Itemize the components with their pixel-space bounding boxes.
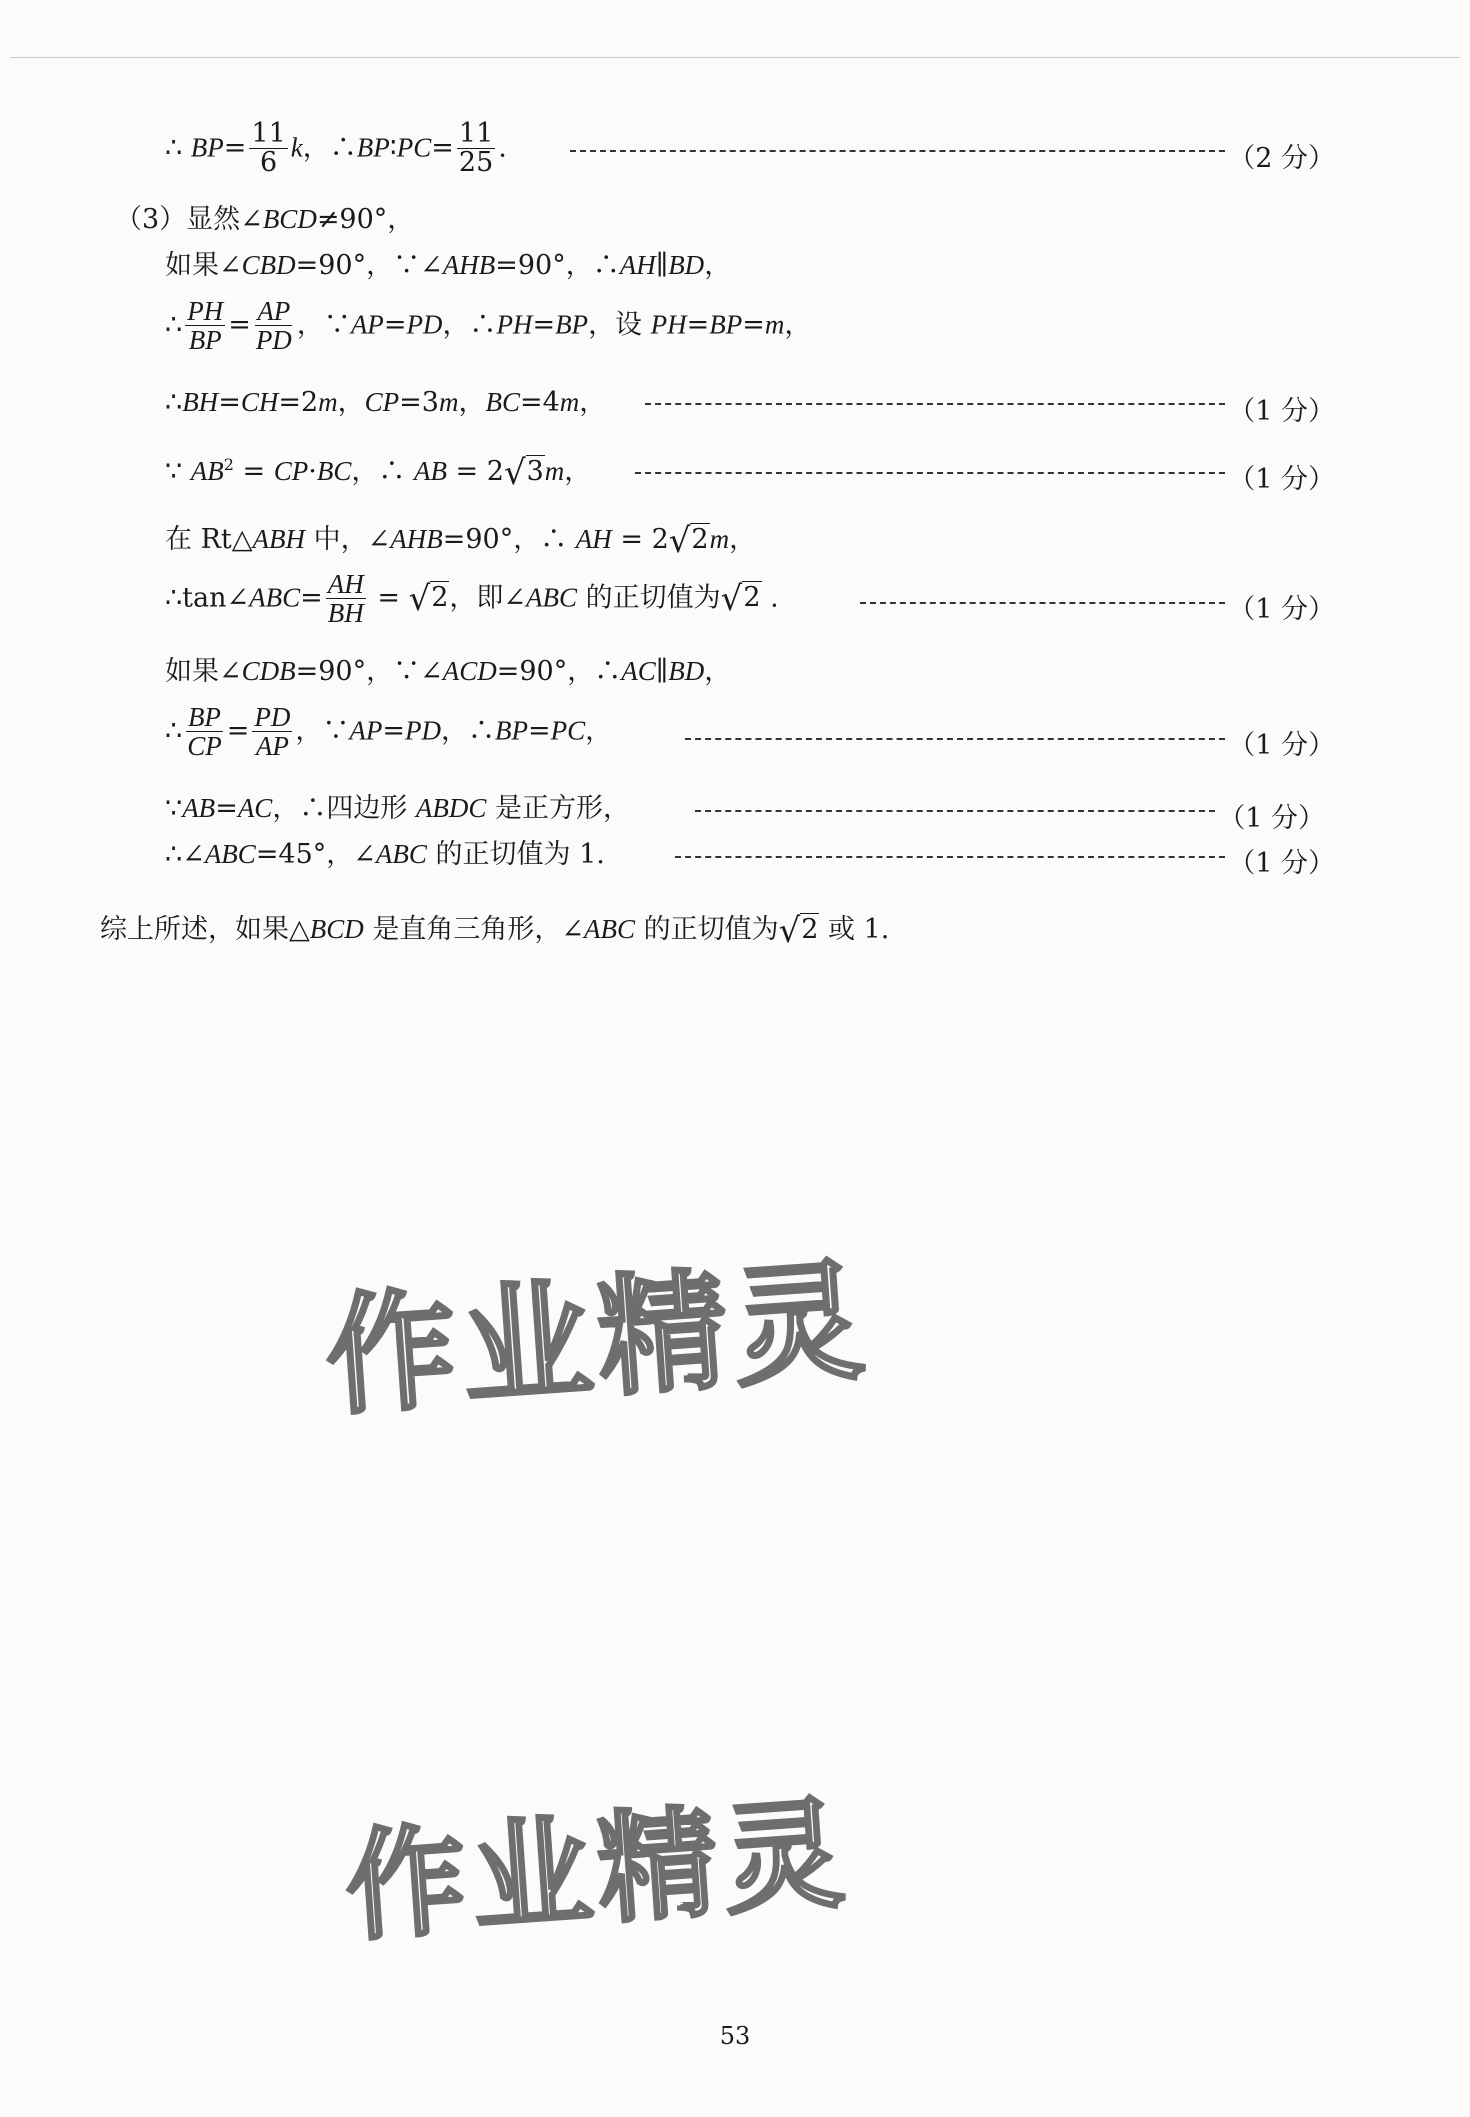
dash-leader bbox=[860, 602, 1225, 604]
line-3: 如果∠CBD=90°，∵∠AHB=90°，∴AH∥BD， bbox=[165, 250, 732, 281]
line-2: （3）显然∠BCD≠90°， bbox=[115, 204, 415, 235]
line-1: ∴ BP= $\frac{11}{6}$ k，∴BP∶PC= $\frac{11}{25}$ . bbox=[165, 118, 507, 179]
top-rule bbox=[10, 57, 1460, 58]
fraction: $\frac{PH}{BP}$ bbox=[187, 296, 224, 356]
dash-leader bbox=[695, 810, 1215, 812]
score-6: （1 分） bbox=[1228, 464, 1335, 495]
fraction: $\frac{AH}{BH}$ bbox=[327, 569, 364, 629]
score-10: （1 分） bbox=[1228, 730, 1335, 761]
sqrt: √2 bbox=[778, 911, 819, 951]
line-4: ∴ $\frac{PH}{BP}$ = $\frac{AP}{PD}$ ，∵AP=PD，∴PH=BP，设 PH=BP=m， bbox=[165, 296, 812, 356]
line-11: ∵AB=AC，∴四边形 ABDC 是正方形， bbox=[165, 793, 631, 824]
sqrt: √2 bbox=[668, 521, 709, 561]
watermark: 作业精灵 bbox=[321, 1244, 875, 1434]
fraction: $\frac{11}{6}$ bbox=[251, 118, 286, 179]
score-1: （2 分） bbox=[1228, 143, 1335, 174]
score-5: （1 分） bbox=[1228, 396, 1335, 427]
fraction: $\frac{11}{25}$ bbox=[458, 118, 494, 179]
sqrt: √3 bbox=[503, 453, 544, 493]
line-5: ∴BH=CH=2m，CP=3m，BC=4m， bbox=[165, 387, 607, 418]
line-6: ∵ $AB^2 = CP\cdot BC$，∴ AB = 2√3m， bbox=[165, 453, 592, 493]
line-7: 在 Rt△ABH 中，∠AHB=90°，∴ AH = 2√2m， bbox=[165, 521, 757, 561]
watermark: 作业精灵 bbox=[341, 1784, 854, 1959]
fraction: $\frac{PD}{AP}$ bbox=[254, 702, 291, 762]
line-12: ∴∠ABC=45°，∠ABC 的正切值为 1. bbox=[165, 839, 605, 870]
line-13-summary: 综上所述，如果△BCD 是直角三角形，∠ABC 的正切值为√2 或 1. bbox=[100, 911, 890, 951]
line-10: ∴ $\frac{BP}{CP}$ = $\frac{PD}{AP}$ ，∵AP=PD，∴BP=PC， bbox=[165, 702, 613, 762]
fraction: $\frac{BP}{CP}$ bbox=[187, 702, 222, 762]
score-12: （1 分） bbox=[1228, 848, 1335, 879]
sqrt: √2 bbox=[720, 579, 761, 620]
dash-leader bbox=[675, 856, 1225, 858]
line-8: ∴tan∠ABC= $\frac{AH}{BH}$ = √2，即∠ABC 的正切值为√2 . bbox=[165, 569, 779, 629]
dash-leader bbox=[645, 403, 1225, 405]
score-8: （1 分） bbox=[1228, 594, 1335, 625]
line-9: 如果∠CDB=90°，∵∠ACD=90°，∴AC∥BD， bbox=[165, 656, 732, 687]
score-11: （1 分） bbox=[1218, 803, 1325, 834]
fraction: $\frac{AP}{PD}$ bbox=[255, 296, 292, 356]
sqrt: √2 bbox=[408, 579, 449, 620]
dash-leader bbox=[570, 150, 1225, 152]
page-number: 53 bbox=[719, 2022, 751, 2050]
dash-leader bbox=[635, 472, 1225, 474]
dash-leader bbox=[685, 738, 1225, 740]
